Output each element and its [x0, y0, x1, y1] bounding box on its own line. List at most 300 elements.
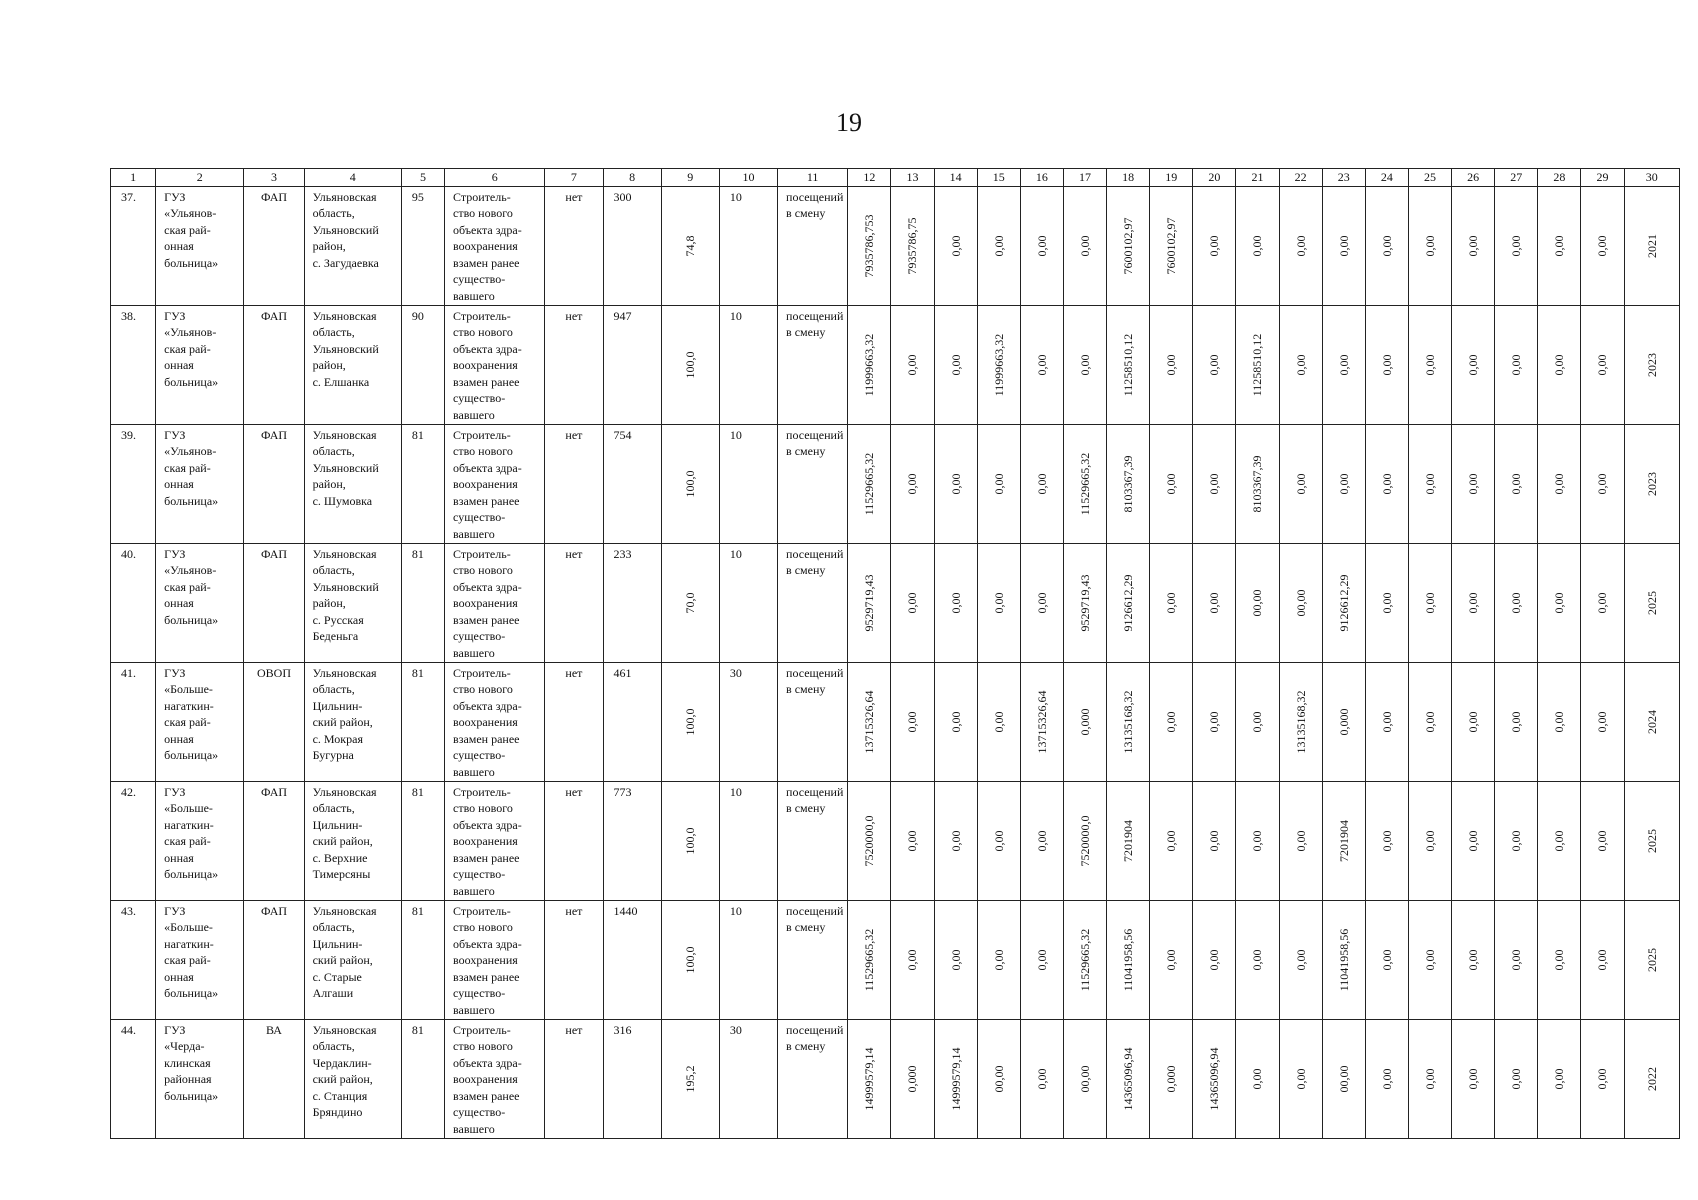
vertical-value: 2025 [1644, 590, 1659, 615]
table-cell-col-22 [1279, 305, 1322, 424]
table-cell-col-9 [661, 543, 719, 662]
table-cell-col-14 [934, 781, 977, 900]
column-header-11: 11 [778, 169, 848, 187]
table-cell-col-16 [1020, 662, 1063, 781]
table-cell-col-4: Ульяновская область, Чердаклин- ский район, с. Станция Бряндино [304, 1019, 401, 1138]
vertical-value: 0,00 [1293, 1068, 1308, 1089]
table-cell-col-30 [1624, 781, 1680, 900]
table-cell-col-5: 81 [401, 1019, 444, 1138]
table-cell-col-26 [1452, 543, 1495, 662]
vertical-value: 0,00 [1465, 235, 1480, 256]
vertical-value: 0,00 [1034, 1068, 1049, 1089]
table-cell-col-4: Ульяновская область, Ульяновский район, с. Русская Беденьга [304, 543, 401, 662]
column-header-19: 19 [1150, 169, 1193, 187]
vertical-value: 100,0 [683, 708, 698, 735]
table-cell-col-7: нет [545, 662, 603, 781]
vertical-value: 0,00 [1250, 235, 1265, 256]
column-header-8: 8 [603, 169, 661, 187]
table-cell-col-22 [1279, 781, 1322, 900]
vertical-value: 0,00 [1163, 473, 1178, 494]
vertical-value: 0,00 [1250, 1068, 1265, 1089]
table-cell-col-3: ФАП [244, 305, 304, 424]
table-cell-col-25 [1408, 186, 1451, 305]
table-cell-col-19 [1150, 662, 1193, 781]
table-cell-col-27 [1495, 424, 1538, 543]
table-cell-col-24 [1365, 781, 1408, 900]
table-cell-col-1: 39. [111, 424, 156, 543]
table-cell-col-9 [661, 1019, 719, 1138]
table-cell-col-28 [1538, 305, 1581, 424]
table-cell-col-9 [661, 424, 719, 543]
table-cell-col-23 [1322, 781, 1365, 900]
table-cell-col-6: Строитель- ство нового объекта здра- воохранения взамен ранее существо- вавшего [445, 900, 545, 1019]
vertical-value: 0,00 [1293, 235, 1308, 256]
vertical-value: 11999663,32 [862, 333, 877, 396]
table-cell-col-26 [1452, 781, 1495, 900]
table-cell-col-17 [1063, 543, 1106, 662]
column-header-24: 24 [1365, 169, 1408, 187]
vertical-value: 0,00 [1465, 830, 1480, 851]
table-cell-col-15 [977, 424, 1020, 543]
table-cell-col-21 [1236, 424, 1279, 543]
vertical-value: 0,000 [1163, 1065, 1178, 1092]
table-cell-col-1: 37. [111, 186, 156, 305]
table-cell-col-13 [891, 543, 934, 662]
column-header-3: 3 [244, 169, 304, 187]
vertical-value: 13715326,64 [862, 690, 877, 753]
header-row [111, 169, 1680, 187]
vertical-value: 0,00 [991, 473, 1006, 494]
table-cell-col-20 [1193, 424, 1236, 543]
table-cell-col-9 [661, 781, 719, 900]
table-cell-col-27 [1495, 900, 1538, 1019]
vertical-value: 0,00 [1250, 830, 1265, 851]
vertical-value: 0,00 [991, 235, 1006, 256]
table-cell-col-24 [1365, 1019, 1408, 1138]
vertical-value: 0,00 [1207, 235, 1222, 256]
vertical-value: 0,00 [1207, 473, 1222, 494]
vertical-value: 7600102,97 [1163, 217, 1178, 274]
table-cell-col-29 [1581, 186, 1624, 305]
vertical-value: 0,00 [1250, 949, 1265, 970]
table-cell-col-13 [891, 662, 934, 781]
table-cell-col-13 [891, 186, 934, 305]
table-cell-col-6: Строитель- ство нового объекта здра- воохранения взамен ранее существо- вавшего [445, 662, 545, 781]
vertical-value: 0,00 [948, 592, 963, 613]
table-cell-col-5: 81 [401, 424, 444, 543]
vertical-value: 0,000 [905, 1065, 920, 1092]
table-cell-col-17 [1063, 186, 1106, 305]
vertical-value: 0,00 [991, 592, 1006, 613]
table-cell-col-12 [848, 424, 891, 543]
table-cell-col-30 [1624, 1019, 1680, 1138]
table-cell-col-13 [891, 424, 934, 543]
table-cell-col-5: 81 [401, 781, 444, 900]
table-cell-col-6: Строитель- ство нового объекта здра- воохранения взамен ранее существо- вавшего [445, 305, 545, 424]
vertical-value: 0,00 [1552, 830, 1567, 851]
table-cell-col-27 [1495, 662, 1538, 781]
vertical-value: 0,00 [1508, 592, 1523, 613]
table-row [111, 543, 1680, 662]
table-cell-col-16 [1020, 424, 1063, 543]
vertical-value: 0,00 [1552, 592, 1567, 613]
vertical-value: 0,00 [991, 830, 1006, 851]
vertical-value: 0,00 [1465, 711, 1480, 732]
table-cell-col-21 [1236, 662, 1279, 781]
vertical-value: 00,00 [1250, 589, 1265, 616]
table-cell-col-12 [848, 1019, 891, 1138]
vertical-value: 0,00 [1163, 592, 1178, 613]
table-cell-col-13 [891, 781, 934, 900]
vertical-value: 100,0 [683, 827, 698, 854]
vertical-value: 0,00 [1595, 354, 1610, 375]
column-header-9: 9 [661, 169, 719, 187]
table-cell-col-17 [1063, 781, 1106, 900]
table-cell-col-23 [1322, 662, 1365, 781]
table-cell-col-23 [1322, 424, 1365, 543]
vertical-value: 0,00 [1552, 473, 1567, 494]
vertical-value: 0,00 [1508, 354, 1523, 375]
table-cell-col-23 [1322, 543, 1365, 662]
vertical-value: 8103367,39 [1120, 455, 1135, 512]
vertical-value: 0,00 [1379, 473, 1394, 494]
table-cell-col-30 [1624, 543, 1680, 662]
vertical-value: 0,00 [1207, 592, 1222, 613]
table-cell-col-25 [1408, 424, 1451, 543]
column-header-14: 14 [934, 169, 977, 187]
column-header-18: 18 [1107, 169, 1150, 187]
vertical-value: 7935786,75 [905, 217, 920, 274]
vertical-value: 0,00 [1422, 711, 1437, 732]
table-cell-col-27 [1495, 305, 1538, 424]
table-cell-col-3: ОВОП [244, 662, 304, 781]
vertical-value: 0,00 [1508, 711, 1523, 732]
table-cell-col-13 [891, 900, 934, 1019]
table-cell-col-20 [1193, 900, 1236, 1019]
table-cell-col-7: нет [545, 424, 603, 543]
table-cell-col-21 [1236, 781, 1279, 900]
vertical-value: 11529665,32 [862, 452, 877, 515]
table-row [111, 781, 1680, 900]
vertical-value: 0,00 [1508, 473, 1523, 494]
table-cell-col-8: 773 [603, 781, 661, 900]
table-cell-col-14 [934, 662, 977, 781]
vertical-value: 00,00 [1077, 1065, 1092, 1092]
table-cell-col-30 [1624, 662, 1680, 781]
vertical-value: 0,00 [1379, 235, 1394, 256]
table-cell-col-7: нет [545, 186, 603, 305]
table-cell-col-13 [891, 1019, 934, 1138]
table-cell-col-16 [1020, 781, 1063, 900]
table-cell-col-11: посещений в смену [778, 1019, 848, 1138]
vertical-value: 0,00 [1465, 592, 1480, 613]
vertical-value: 0,00 [1034, 949, 1049, 970]
table-cell-col-8: 316 [603, 1019, 661, 1138]
vertical-value: 8103367,39 [1250, 455, 1265, 512]
vertical-value: 0,00 [1465, 354, 1480, 375]
table-cell-col-28 [1538, 424, 1581, 543]
vertical-value: 0,00 [905, 830, 920, 851]
column-header-25: 25 [1408, 169, 1451, 187]
vertical-value: 0,000 [1077, 708, 1092, 735]
table-cell-col-28 [1538, 186, 1581, 305]
column-header-12: 12 [848, 169, 891, 187]
vertical-value: 11258510,12 [1120, 333, 1135, 396]
table-cell-col-26 [1452, 424, 1495, 543]
vertical-value: 0,00 [1508, 235, 1523, 256]
page-number: 19 [836, 108, 862, 137]
column-header-22: 22 [1279, 169, 1322, 187]
table-cell-col-21 [1236, 1019, 1279, 1138]
table-cell-col-29 [1581, 305, 1624, 424]
table-cell-col-23 [1322, 186, 1365, 305]
vertical-value: 0,00 [948, 235, 963, 256]
vertical-value: 0,00 [1077, 235, 1092, 256]
vertical-value: 0,00 [1595, 473, 1610, 494]
vertical-value: 9126612,29 [1336, 574, 1351, 631]
vertical-value: 0,00 [1034, 830, 1049, 851]
vertical-value: 0,00 [905, 592, 920, 613]
table-cell-col-30 [1624, 424, 1680, 543]
table-cell-col-17 [1063, 900, 1106, 1019]
table-cell-col-28 [1538, 781, 1581, 900]
vertical-value: 0,00 [1293, 830, 1308, 851]
table-cell-col-7: нет [545, 781, 603, 900]
table-cell-col-3: ФАП [244, 186, 304, 305]
vertical-value: 0,00 [1552, 949, 1567, 970]
vertical-value: 11529665,32 [1077, 928, 1092, 991]
table-cell-col-10: 10 [719, 305, 777, 424]
vertical-value: 100,0 [683, 470, 698, 497]
table-cell-col-17 [1063, 662, 1106, 781]
table-cell-col-27 [1495, 1019, 1538, 1138]
table-cell-col-28 [1538, 900, 1581, 1019]
vertical-value: 195,2 [683, 1065, 698, 1092]
table-cell-col-20 [1193, 543, 1236, 662]
table-cell-col-28 [1538, 662, 1581, 781]
table-cell-col-11: посещений в смену [778, 543, 848, 662]
table-cell-col-4: Ульяновская область, Ульяновский район, с. Елшанка [304, 305, 401, 424]
table-cell-col-8: 1440 [603, 900, 661, 1019]
table-cell-col-23 [1322, 305, 1365, 424]
vertical-value: 13135168,32 [1293, 690, 1308, 753]
vertical-value: 0,00 [948, 473, 963, 494]
table-row [111, 186, 1680, 305]
table-cell-col-1: 44. [111, 1019, 156, 1138]
table-cell-col-2: ГУЗ «Больше- нагаткин- ская рай- онная больница» [156, 662, 244, 781]
table-cell-col-14 [934, 900, 977, 1019]
vertical-value: 7201904 [1120, 819, 1135, 862]
vertical-value: 0,00 [1336, 235, 1351, 256]
table-cell-col-22 [1279, 900, 1322, 1019]
column-header-28: 28 [1538, 169, 1581, 187]
vertical-value: 0,00 [1422, 830, 1437, 851]
table-cell-col-18 [1107, 305, 1150, 424]
vertical-value: 0,00 [948, 711, 963, 732]
vertical-value: 0,00 [1207, 949, 1222, 970]
table-cell-col-22 [1279, 543, 1322, 662]
table-cell-col-10: 10 [719, 543, 777, 662]
column-header-26: 26 [1452, 169, 1495, 187]
vertical-value: 0,00 [1379, 354, 1394, 375]
vertical-value: 0,00 [1552, 711, 1567, 732]
table-cell-col-4: Ульяновская область, Ульяновский район, с. Шумовка [304, 424, 401, 543]
table-cell-col-10: 10 [719, 424, 777, 543]
table-cell-col-5: 81 [401, 543, 444, 662]
table-cell-col-8: 947 [603, 305, 661, 424]
vertical-value: 2025 [1644, 947, 1659, 972]
vertical-value: 0,00 [1465, 473, 1480, 494]
table-cell-col-15 [977, 900, 1020, 1019]
vertical-value: 0,00 [1465, 1068, 1480, 1089]
vertical-value: 0,00 [1422, 949, 1437, 970]
table-cell-col-18 [1107, 781, 1150, 900]
vertical-value: 7201904 [1336, 819, 1351, 862]
table-row [111, 1019, 1680, 1138]
vertical-value: 0,00 [905, 473, 920, 494]
vertical-value: 0,00 [1422, 473, 1437, 494]
table-cell-col-10: 30 [719, 1019, 777, 1138]
table-cell-col-17 [1063, 305, 1106, 424]
table-cell-col-5: 90 [401, 305, 444, 424]
table-cell-col-24 [1365, 543, 1408, 662]
vertical-value: 0,00 [1034, 235, 1049, 256]
vertical-value: 0,00 [1595, 949, 1610, 970]
table-cell-col-19 [1150, 543, 1193, 662]
vertical-value: 2023 [1644, 352, 1659, 377]
vertical-value: 11529665,32 [862, 928, 877, 991]
column-header-23: 23 [1322, 169, 1365, 187]
table-cell-col-4: Ульяновская область, Ульяновский район, с. Загудаевка [304, 186, 401, 305]
table-cell-col-9 [661, 900, 719, 1019]
table-cell-col-8: 754 [603, 424, 661, 543]
table-cell-col-8: 233 [603, 543, 661, 662]
column-header-21: 21 [1236, 169, 1279, 187]
table-cell-col-27 [1495, 186, 1538, 305]
table-cell-col-4: Ульяновская область, Цильнин- ский район, с. Старые Алгаши [304, 900, 401, 1019]
table-cell-col-3: ФАП [244, 781, 304, 900]
table-cell-col-7: нет [545, 305, 603, 424]
table-cell-col-11: посещений в смену [778, 305, 848, 424]
table-cell-col-4: Ульяновская область, Цильнин- ский район, с. Мокрая Бугурна [304, 662, 401, 781]
vertical-value: 0,00 [1422, 235, 1437, 256]
table-cell-col-12 [848, 900, 891, 1019]
vertical-value: 11999663,32 [991, 333, 1006, 396]
table-cell-col-21 [1236, 900, 1279, 1019]
vertical-value: 0,00 [1508, 1068, 1523, 1089]
table-cell-col-30 [1624, 900, 1680, 1019]
column-header-1: 1 [111, 169, 156, 187]
table-cell-col-3: ФАП [244, 424, 304, 543]
vertical-value: 11041958,56 [1120, 928, 1135, 991]
table-cell-col-11: посещений в смену [778, 900, 848, 1019]
table-cell-col-16 [1020, 305, 1063, 424]
table-cell-col-26 [1452, 305, 1495, 424]
vertical-value: 0,00 [1465, 949, 1480, 970]
table-cell-col-15 [977, 1019, 1020, 1138]
table-cell-col-20 [1193, 662, 1236, 781]
vertical-value: 0,00 [1379, 711, 1394, 732]
vertical-value: 13135168,32 [1120, 690, 1135, 753]
table-cell-col-27 [1495, 781, 1538, 900]
vertical-value: 0,00 [1595, 830, 1610, 851]
table-cell-col-18 [1107, 424, 1150, 543]
table-cell-col-22 [1279, 186, 1322, 305]
table-cell-col-2: ГУЗ «Больше- нагаткин- ская рай- онная больница» [156, 781, 244, 900]
vertical-value: 74,8 [683, 235, 698, 256]
vertical-value: 13715326,64 [1034, 690, 1049, 753]
column-header-5: 5 [401, 169, 444, 187]
table-cell-col-16 [1020, 1019, 1063, 1138]
table-row [111, 900, 1680, 1019]
vertical-value: 0,00 [1034, 354, 1049, 375]
vertical-value: 0,00 [1207, 711, 1222, 732]
table-cell-col-15 [977, 186, 1020, 305]
table-cell-col-25 [1408, 1019, 1451, 1138]
vertical-value: 7520000,0 [862, 815, 877, 866]
table-cell-col-15 [977, 305, 1020, 424]
table-cell-col-20 [1193, 305, 1236, 424]
vertical-value: 2021 [1644, 233, 1659, 258]
vertical-value: 0,00 [1422, 1068, 1437, 1089]
table-cell-col-24 [1365, 900, 1408, 1019]
vertical-value: 0,00 [1207, 830, 1222, 851]
table-cell-col-14 [934, 305, 977, 424]
table-cell-col-28 [1538, 1019, 1581, 1138]
vertical-value: 14999579,14 [948, 1047, 963, 1110]
vertical-value: 0,00 [948, 949, 963, 970]
table-cell-col-12 [848, 305, 891, 424]
table-cell-col-6: Строитель- ство нового объекта здра- воохранения взамен ранее существо- вавшего [445, 543, 545, 662]
table-cell-col-14 [934, 186, 977, 305]
table-cell-col-14 [934, 1019, 977, 1138]
table-cell-col-27 [1495, 543, 1538, 662]
vertical-value: 0,00 [1552, 235, 1567, 256]
table-cell-col-30 [1624, 305, 1680, 424]
table-cell-col-19 [1150, 305, 1193, 424]
table-cell-col-10: 30 [719, 662, 777, 781]
table-row [111, 662, 1680, 781]
vertical-value: 0,00 [1508, 830, 1523, 851]
vertical-value: 0,00 [1163, 354, 1178, 375]
table-cell-col-6: Строитель- ство нового объекта здра- воохранения взамен ранее существо- вавшего [445, 1019, 545, 1138]
table-cell-col-6: Строитель- ство нового объекта здра- воохранения взамен ранее существо- вавшего [445, 424, 545, 543]
vertical-value: 0,00 [1163, 830, 1178, 851]
table-cell-col-24 [1365, 424, 1408, 543]
table-cell-col-25 [1408, 781, 1451, 900]
vertical-value: 0,00 [1336, 473, 1351, 494]
table-cell-col-11: посещений в смену [778, 424, 848, 543]
vertical-value: 9126612,29 [1120, 574, 1135, 631]
table-cell-col-12 [848, 662, 891, 781]
table-cell-col-19 [1150, 186, 1193, 305]
vertical-value: 0,00 [1595, 1068, 1610, 1089]
table-cell-col-19 [1150, 900, 1193, 1019]
vertical-value: 00,00 [1293, 589, 1308, 616]
table-cell-col-1: 43. [111, 900, 156, 1019]
table-cell-col-23 [1322, 1019, 1365, 1138]
table-cell-col-7: нет [545, 1019, 603, 1138]
column-header-20: 20 [1193, 169, 1236, 187]
table-cell-col-25 [1408, 305, 1451, 424]
table-cell-col-3: ВА [244, 1019, 304, 1138]
vertical-value: 0,00 [1552, 1068, 1567, 1089]
vertical-value: 0,00 [1207, 354, 1222, 375]
table-cell-col-29 [1581, 1019, 1624, 1138]
table-cell-col-11: посещений в смену [778, 781, 848, 900]
table-cell-col-2: ГУЗ «Ульянов- ская рай- онная больница» [156, 543, 244, 662]
vertical-value: 0,00 [1034, 592, 1049, 613]
